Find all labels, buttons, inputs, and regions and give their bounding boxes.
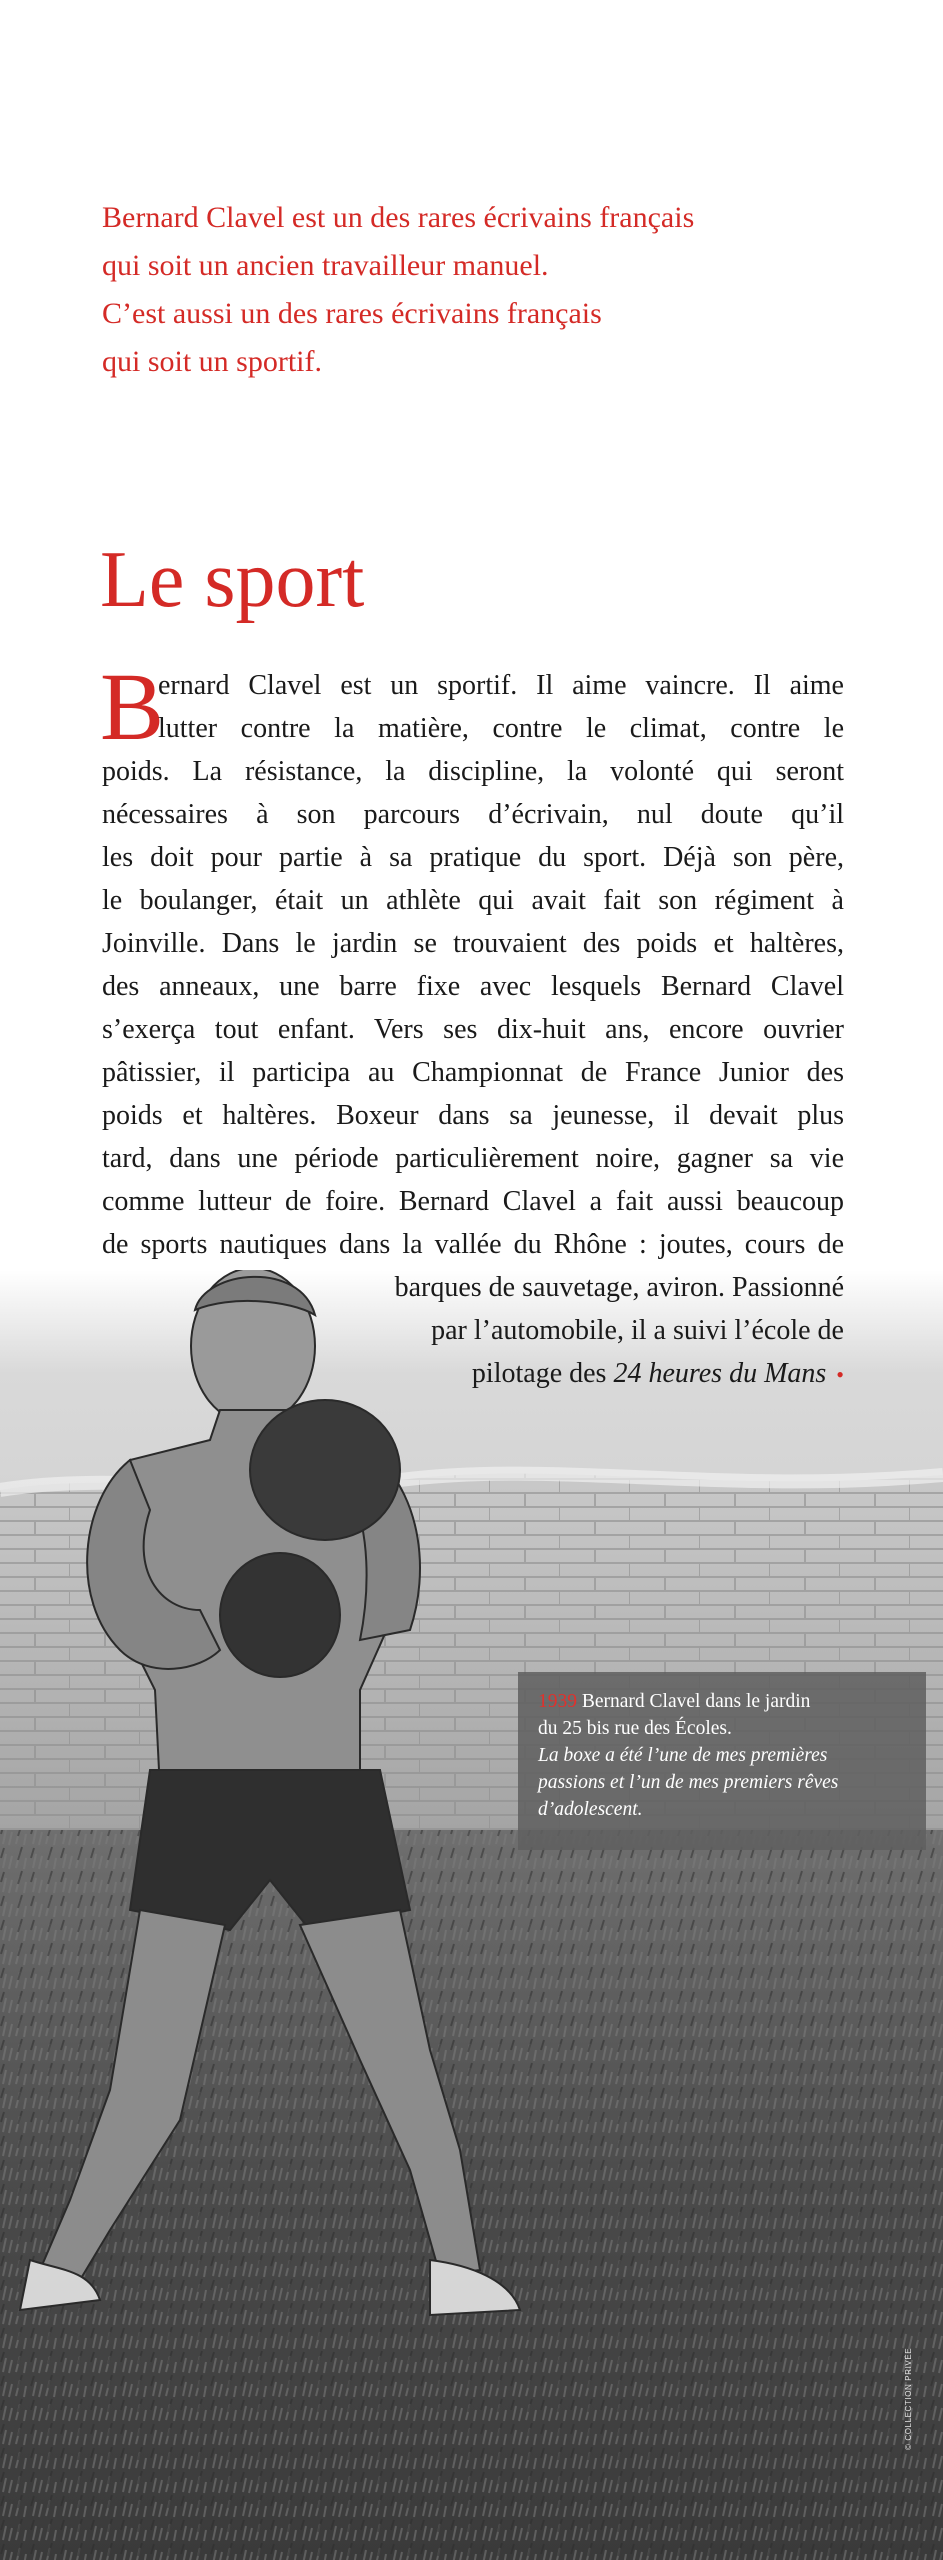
caption-quote-line: passions et l’un de mes premiers rêves bbox=[538, 1772, 839, 1793]
article-line: poids et haltères. Boxeur dans sa jeunesse, il devait plus bbox=[102, 1100, 844, 1131]
article-body bbox=[100, 653, 844, 1396]
end-mark: • bbox=[836, 1362, 844, 1387]
article-line: tard, dans une période particulièrement noire, gagner sa vie bbox=[102, 1143, 844, 1174]
article-line: Joinville. Dans le jardin se trouvaient des poids et haltères, bbox=[102, 928, 844, 959]
article-last-line bbox=[102, 1352, 844, 1396]
drop-cap: B bbox=[100, 653, 165, 760]
intro-line: Bernard Clavel est un des rares écrivains français bbox=[102, 201, 695, 234]
photo-credit: © COLLECTION PRIVÉE bbox=[904, 2347, 913, 2450]
intro-paragraph bbox=[102, 194, 862, 386]
article-line: lutter contre la matière, contre le climat, contre le bbox=[158, 713, 844, 744]
article-line: les doit pour partie à sa pratique du sport. Déjà son père, bbox=[102, 842, 844, 873]
caption-line: du 25 bis rue des Écoles. bbox=[538, 1718, 732, 1739]
article-line: ernard Clavel est un sportif. Il aime vaincre. Il aime bbox=[158, 670, 844, 701]
article-line: de sports nautiques dans la vallée du Rhône : joutes, cours de bbox=[102, 1229, 844, 1260]
article-line: poids. La résistance, la discipline, la volonté qui seront bbox=[102, 756, 844, 787]
intro-line: C’est aussi un des rares écrivains français bbox=[102, 297, 602, 330]
caption-year: 1939 bbox=[538, 1691, 577, 1712]
article-line: le boulanger, était un athlète qui avait fait son régiment à bbox=[102, 885, 844, 916]
caption-quote-line: d’adolescent. bbox=[538, 1799, 643, 1820]
article-last-line-prefix: pilotage des bbox=[471, 1358, 614, 1389]
article-line: s’exerça tout enfant. Vers ses dix-huit ans, encore ouvrier bbox=[102, 1014, 844, 1045]
intro-line: qui soit un ancien travailleur manuel. bbox=[102, 249, 549, 282]
race-name: 24 heures du Mans bbox=[613, 1358, 827, 1389]
intro-line: qui soit un sportif. bbox=[102, 345, 323, 378]
section-title: Le sport bbox=[100, 536, 365, 624]
boxer-photo bbox=[0, 1270, 943, 2560]
caption-line: Bernard Clavel dans le jardin bbox=[577, 1691, 811, 1712]
article-line: comme lutteur de foire. Bernard Clavel a fait aussi beaucoup bbox=[102, 1186, 844, 1217]
article-line: nécessaires à son parcours d’écrivain, nul doute qu’il bbox=[102, 799, 844, 830]
photo-caption bbox=[518, 1672, 926, 1850]
article-line: pâtissier, il participa au Championnat de France Junior des bbox=[102, 1057, 844, 1088]
article-line: des anneaux, une barre fixe avec lesquels Bernard Clavel bbox=[102, 971, 844, 1002]
article-line: barques de sauvetage, aviron. Passionné bbox=[394, 1272, 844, 1303]
caption-quote-line: La boxe a été l’une de mes premières bbox=[538, 1745, 828, 1766]
article-line: par l’automobile, il a suivi l’école de bbox=[431, 1315, 844, 1346]
